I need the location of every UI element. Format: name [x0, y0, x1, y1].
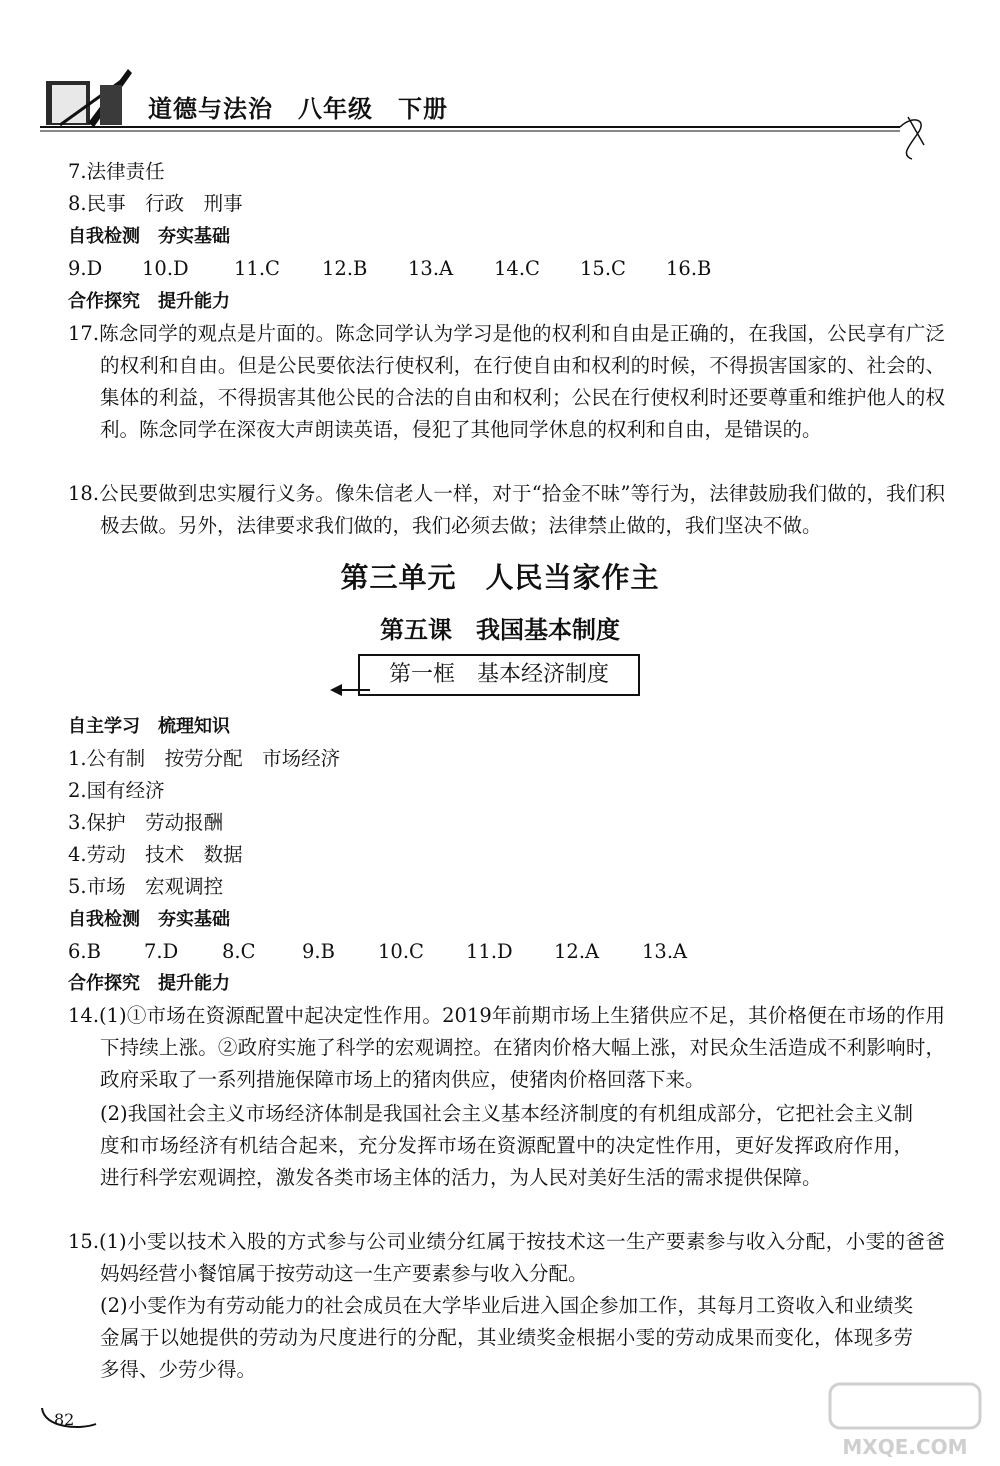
page-number: 82 — [54, 1410, 75, 1429]
answer-choice: 14.C — [494, 257, 540, 280]
section-heading-self-check: 自我检测 夯实基础 — [68, 226, 230, 247]
watermark-logo — [820, 1380, 990, 1460]
answer-q17: 17.陈念同学的观点是片面的。陈念同学认为学习是他的权利和自由是正确的，在我国，公民享有广泛的权利和自由。但是公民要依法行使权利，在行使自由和权利的时候，不得损害国家的、社会的、集体的利益，不得损害其他公民的合法的自由和权利；公民在行使权利时还要尊重和维护他人的权利。陈念同学在深夜大声朗读英语，侵犯了其他同学休息的权利和自由，是错误的。 — [68, 322, 945, 441]
answer-item-7: 7.法律责任 — [68, 160, 165, 183]
answer-choice: 12.A — [554, 940, 600, 963]
answer-choice: 9.B — [302, 940, 335, 963]
answer-q14-part1: 14.(1)①市场在资源配置中起决定性作用。2019年前期市场上生猪供应不足，其价格便在市场的作用下持续上涨。②政府实施了科学的宏观调控。在猪肉价格大幅上涨，对民众生活造成不利影响时，政府采取了一系列措施保障市场上的猪肉供应，使猪肉价格回落下来。 — [68, 1004, 945, 1091]
section-heading-self-check-2: 自我检测 夯实基础 — [68, 909, 230, 930]
answer-choice: 11.D — [466, 940, 513, 963]
lesson-title: 第五课 我国基本制度 — [380, 615, 620, 644]
answers-row-1 — [68, 257, 711, 280]
answer-choice: 10.C — [378, 940, 424, 963]
answer-choice: 10.D — [142, 257, 189, 280]
answer-choice: 12.B — [322, 257, 368, 280]
answer-choice: 13.A — [408, 257, 454, 280]
answer-q15-part1: 15.(1)小雯以技术入股的方式参与公司业绩分红属于按技术这一生产要素参与收入分配，小雯的爸爸妈妈经营小餐馆属于按劳动这一生产要素参与收入分配。 — [68, 1230, 945, 1285]
answer-item-8: 8.民事 行政 刑事 — [68, 192, 243, 215]
answer-choice: 16.B — [666, 257, 712, 280]
answer-q15-part2: (2)小雯作为有劳动能力的社会成员在大学毕业后进入国企参加工作，其每月工资收入和业绩奖金属于以她提供的劳动为尺度进行的分配，其业绩奖金根据小雯的劳动成果而变化，体现多劳多得、少劳少得。 — [100, 1294, 913, 1381]
answer-choice: 9.D — [68, 257, 103, 280]
answer-q18: 18.公民要做到忠实履行义务。像朱信老人一样，对于“拾金不昧”等行为，法律鼓励我们做的，我们积极去做。另外，法律要求我们做的，我们必须去做；法律禁止做的，我们坚决不做。 — [68, 482, 945, 537]
knowledge-item-2: 2.国有经济 — [68, 779, 165, 802]
section-heading-cooperation: 合作探究 提升能力 — [68, 291, 230, 312]
answer-choice: 7.D — [144, 940, 179, 963]
knowledge-item-1: 1.公有制 按劳分配 市场经济 — [68, 747, 341, 770]
answer-choice: 11.C — [234, 257, 280, 280]
page-header — [40, 55, 940, 165]
section-heading-cooperation-2: 合作探究 提升能力 — [68, 973, 230, 994]
answer-choice: 15.C — [580, 257, 626, 280]
answer-choice: 13.A — [642, 940, 688, 963]
watermark-text: MXQE.COM — [842, 1435, 968, 1459]
frame-title: 第一框 基本经济制度 — [358, 654, 640, 696]
unit-title: 第三单元 人民当家作主 — [340, 561, 660, 594]
knowledge-item-4: 4.劳动 技术 数据 — [68, 843, 243, 866]
knowledge-item-5: 5.市场 宏观调控 — [68, 875, 224, 898]
answer-choice: 8.C — [222, 940, 256, 963]
answer-q14-part2: (2)我国社会主义市场经济体制是我国社会主义基本经济制度的有机组成部分，它把社会主义制度和市场经济有机结合起来，充分发挥市场在资源配置中的决定性作用，更好发挥政府作用，进行科学宏观调控，激发各类市场主体的活力，为人民对美好生活的需求提供保障。 — [100, 1102, 913, 1189]
answer-choice: 6.B — [68, 940, 101, 963]
book-title: 道德与法治 八年级 下册 — [148, 95, 448, 123]
knowledge-item-3: 3.保护 劳动报酬 — [68, 811, 224, 834]
answers-row-2 — [68, 940, 687, 963]
header-rule — [40, 115, 940, 165]
section-heading-self-study: 自主学习 梳理知识 — [68, 716, 230, 737]
